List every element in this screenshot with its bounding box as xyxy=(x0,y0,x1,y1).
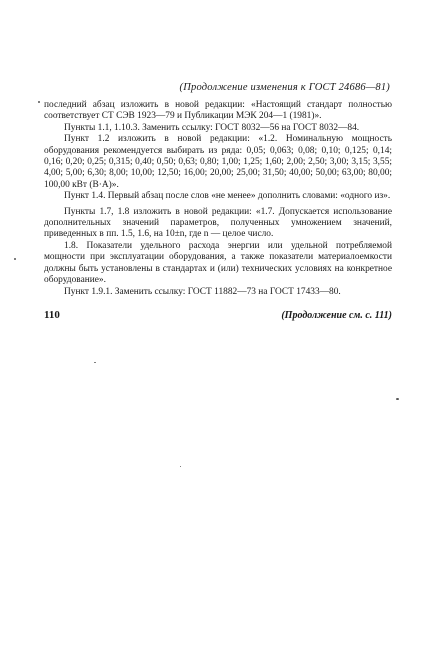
page-number: 110 xyxy=(44,309,60,321)
scan-speck xyxy=(38,101,40,103)
paragraph-point-1-8: 1.8. Показатели удельного расхода энергии или удельной потребляемой мощности при эксплуатации оборудования, а также показатели материалоемкости должны быть установлены в стандартах и (или) технических условиях на конкретное оборудование». xyxy=(44,240,392,286)
paragraph-points-1-7: Пункты 1.7, 1.8 изложить в новой редакции: «1.7. Допускается использование дополнительных значений параметров, полученных умножением значений, приведенных в пп. 1.5, 1.6, на 10±n, где n — целое число. xyxy=(44,206,392,240)
paragraph-point-1-4: Пункт 1.4. Первый абзац после слов «не менее» дополнить словами: «одного из». xyxy=(64,191,391,202)
scan-speck xyxy=(396,398,399,400)
paragraph-point-1-2: Пункт 1.2 изложить в новой редакции: «1.2. Номинальную мощность оборудования рекомендуется выбирать из ряда: 0,05; 0,063; 0,08; 0,10; 0,125; 0,14; 0,16; 0,20; 0,25; 0,315; 0,40; 0,50; 0,63; 0,80; 1,00; 1,25; 1,60; 2,00; 2,50; 3,00; 3,15; 3,55; 4,00; 5,00; 6,30; 8,00; 10,00; 12,50; 16,00; 20,00; 25,00; 31,50; 40,00; 50,00; 63,00; 80,00; 100,00 кВт (В·А)». xyxy=(44,134,392,190)
amendment-body xyxy=(44,100,392,298)
paragraph-last-abzac: последний абзац изложить в новой редакции: «Настоящий стандарт полностью соответствует СТ СЭВ 1923—79 и Публикации МЭК 204—1 (1981)». xyxy=(44,100,392,122)
continuation-header: (Продолжение изменения к ГОСТ 24686—81) xyxy=(179,82,390,93)
paragraph-point-1-9-1: Пункт 1.9.1. Заменить ссылку: ГОСТ 11882—73 на ГОСТ 17433—80. xyxy=(64,286,341,297)
scan-speck xyxy=(94,362,96,363)
scan-speck xyxy=(14,258,16,260)
continued-note: (Продолжение см. с. 111) xyxy=(281,310,392,321)
paragraph-points-1-1: Пункты 1.1, 1.10.3. Заменить ссылку: ГОСТ 8032—56 на ГОСТ 8032—84. xyxy=(64,122,360,133)
scan-speck xyxy=(180,466,181,467)
